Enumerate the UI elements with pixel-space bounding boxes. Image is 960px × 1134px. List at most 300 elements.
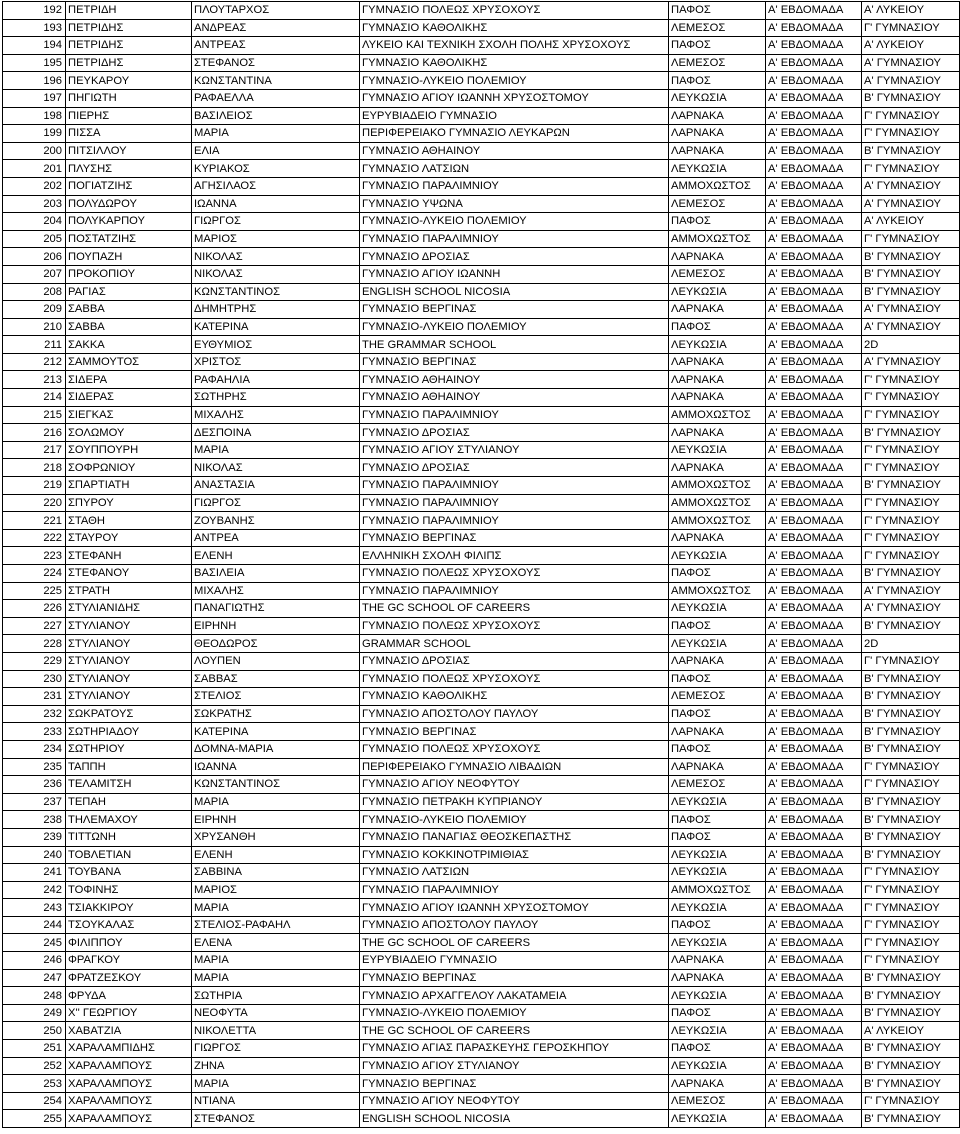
- table-row: [3, 2, 960, 20]
- district-cell: ΛΑΡΝΑΚΑ: [669, 969, 766, 987]
- week-cell: Α' ΕΒΔΟΜΑΔΑ: [766, 301, 862, 319]
- table-row: [3, 336, 960, 354]
- grade-cell: Β' ΓΥΜΝΑΣΙΟΥ: [862, 828, 960, 846]
- grade-cell: Β' ΓΥΜΝΑΣΙΟΥ: [862, 265, 960, 283]
- first-name-cell: ΝΤΙΑΝΑ: [192, 1092, 360, 1110]
- first-name-cell: ΣΤΕΛΙΟΣ: [192, 688, 360, 706]
- surname-cell: Χ'' ΓΕΩΡΓΙΟΥ: [66, 1004, 192, 1022]
- district-cell: ΠΑΦΟΣ: [669, 565, 766, 583]
- district-cell: ΠΑΦΟΣ: [669, 213, 766, 231]
- row-number-cell: 232: [3, 705, 66, 723]
- first-name-cell: ΜΑΡΙΟΣ: [192, 230, 360, 248]
- row-number-cell: 208: [3, 283, 66, 301]
- district-cell: ΛΑΡΝΑΚΑ: [669, 301, 766, 319]
- week-cell: Α' ΕΒΔΟΜΑΔΑ: [766, 477, 862, 495]
- first-name-cell: ΣΤΕΦΑΝΟΣ: [192, 54, 360, 72]
- district-cell: ΑΜΜΟΧΩΣΤΟΣ: [669, 881, 766, 899]
- school-cell: ΓΥΜΝΑΣΙΟ ΑΘΗΑΙΝΟΥ: [360, 142, 669, 160]
- row-number-cell: 217: [3, 441, 66, 459]
- school-cell: ΓΥΜΝΑΣΙΟ ΑΡΧΑΓΓΕΛΟΥ ΛΑΚΑΤΑΜΕΙΑ: [360, 987, 669, 1005]
- school-cell: ΓΥΜΝΑΣΙΟ ΑΓΙΟΥ ΣΤΥΛΙΑΝΟΥ: [360, 441, 669, 459]
- week-cell: Α' ΕΒΔΟΜΑΔΑ: [766, 160, 862, 178]
- grade-cell: Γ' ΓΥΜΝΑΣΙΟΥ: [862, 547, 960, 565]
- surname-cell: ΤΕΛΑΜΙΤΣΗ: [66, 776, 192, 794]
- surname-cell: ΣΤΕΦΑΝΗ: [66, 547, 192, 565]
- surname-cell: ΣΤΥΛΙΑΝΟΥ: [66, 652, 192, 670]
- grade-cell: Β' ΓΥΜΝΑΣΙΟΥ: [862, 969, 960, 987]
- surname-cell: ΣΙΔΕΡΑΣ: [66, 389, 192, 407]
- week-cell: Α' ΕΒΔΟΜΑΔΑ: [766, 89, 862, 107]
- surname-cell: ΠΟΓΙΑΤΖΙΗΣ: [66, 177, 192, 195]
- week-cell: Α' ΕΒΔΟΜΑΔΑ: [766, 547, 862, 565]
- grade-cell: Γ' ΓΥΜΝΑΣΙΟΥ: [862, 160, 960, 178]
- grade-cell: Β' ΓΥΜΝΑΣΙΟΥ: [862, 565, 960, 583]
- row-number-cell: 251: [3, 1040, 66, 1058]
- first-name-cell: ΣΩΚΡΑΤΗΣ: [192, 705, 360, 723]
- district-cell: ΠΑΦΟΣ: [669, 318, 766, 336]
- week-cell: Α' ΕΒΔΟΜΑΔΑ: [766, 916, 862, 934]
- row-number-cell: 245: [3, 934, 66, 952]
- week-cell: Α' ΕΒΔΟΜΑΔΑ: [766, 1075, 862, 1093]
- first-name-cell: ΚΑΤΕΡΙΝΑ: [192, 318, 360, 336]
- row-number-cell: 199: [3, 125, 66, 143]
- district-cell: ΛΑΡΝΑΚΑ: [669, 371, 766, 389]
- row-number-cell: 193: [3, 19, 66, 37]
- table-row: [3, 177, 960, 195]
- first-name-cell: ΜΑΡΙΑ: [192, 441, 360, 459]
- district-cell: ΛΕΥΚΩΣΙΑ: [669, 600, 766, 618]
- week-cell: Α' ΕΒΔΟΜΑΔΑ: [766, 318, 862, 336]
- district-cell: ΛΑΡΝΑΚΑ: [669, 459, 766, 477]
- surname-cell: ΣΑΒΒΑ: [66, 318, 192, 336]
- school-cell: ΓΥΜΝΑΣΙΟ-ΛΥΚΕΙΟ ΠΟΛΕΜΙΟΥ: [360, 72, 669, 90]
- grade-cell: Β' ΓΥΜΝΑΣΙΟΥ: [862, 1075, 960, 1093]
- first-name-cell: ΑΝΤΡΕΑ: [192, 529, 360, 547]
- surname-cell: ΣΩΤΗΡΙΑΔΟΥ: [66, 723, 192, 741]
- table-row: [3, 1092, 960, 1110]
- district-cell: ΛΕΥΚΩΣΙΑ: [669, 336, 766, 354]
- first-name-cell: ΒΑΣΙΛΕΙΑ: [192, 565, 360, 583]
- school-cell: THE GC SCHOOL OF CAREERS: [360, 934, 669, 952]
- first-name-cell: ΜΙΧΑΛΗΣ: [192, 406, 360, 424]
- table-row: [3, 477, 960, 495]
- row-number-cell: 203: [3, 195, 66, 213]
- surname-cell: ΦΡΥΔΑ: [66, 987, 192, 1005]
- surname-cell: ΣΩΤΗΡΙΟΥ: [66, 740, 192, 758]
- first-name-cell: ΡΑΦΑΕΛΛΑ: [192, 89, 360, 107]
- surname-cell: ΣΙΔΕΡΑ: [66, 371, 192, 389]
- surname-cell: ΠΕΤΡΙΔΗΣ: [66, 37, 192, 55]
- district-cell: ΛΑΡΝΑΚΑ: [669, 758, 766, 776]
- table-row: [3, 125, 960, 143]
- row-number-cell: 231: [3, 688, 66, 706]
- row-number-cell: 221: [3, 512, 66, 530]
- table-row: [3, 1004, 960, 1022]
- school-cell: ΓΥΜΝΑΣΙΟ ΠΕΤΡΑΚΗ ΚΥΠΡΙΑΝΟΥ: [360, 793, 669, 811]
- table-row: [3, 512, 960, 530]
- row-number-cell: 205: [3, 230, 66, 248]
- district-cell: ΛΑΡΝΑΚΑ: [669, 952, 766, 970]
- first-name-cell: ΧΡΥΣΑΝΘΗ: [192, 828, 360, 846]
- grade-cell: 2D: [862, 336, 960, 354]
- surname-cell: ΠΕΤΡΙΔΗ: [66, 2, 192, 20]
- table-row: [3, 301, 960, 319]
- row-number-cell: 202: [3, 177, 66, 195]
- table-row: [3, 652, 960, 670]
- grade-cell: Β' ΓΥΜΝΑΣΙΟΥ: [862, 811, 960, 829]
- table-row: [3, 600, 960, 618]
- table-row: [3, 142, 960, 160]
- week-cell: Α' ΕΒΔΟΜΑΔΑ: [766, 1004, 862, 1022]
- grade-cell: Α' ΓΥΜΝΑΣΙΟΥ: [862, 582, 960, 600]
- week-cell: Α' ΕΒΔΟΜΑΔΑ: [766, 336, 862, 354]
- surname-cell: ΣΤΑΘΗ: [66, 512, 192, 530]
- table-row: [3, 318, 960, 336]
- surname-cell: ΤΙΤΤΩΝΗ: [66, 828, 192, 846]
- first-name-cell: ΝΙΚΟΛΑΣ: [192, 248, 360, 266]
- table-row: [3, 776, 960, 794]
- table-row: [3, 529, 960, 547]
- first-name-cell: ΒΑΣΙΛΕΙΟΣ: [192, 107, 360, 125]
- surname-cell: ΣΟΦΡΩΝΙΟΥ: [66, 459, 192, 477]
- grade-cell: Γ' ΓΥΜΝΑΣΙΟΥ: [862, 107, 960, 125]
- school-cell: ΓΥΜΝΑΣΙΟ ΚΑΘΟΛΙΚΗΣ: [360, 19, 669, 37]
- row-number-cell: 215: [3, 406, 66, 424]
- district-cell: ΛΕΥΚΩΣΙΑ: [669, 793, 766, 811]
- district-cell: ΠΑΦΟΣ: [669, 617, 766, 635]
- row-number-cell: 237: [3, 793, 66, 811]
- school-cell: ΓΥΜΝΑΣΙΟ-ΛΥΚΕΙΟ ΠΟΛΕΜΙΟΥ: [360, 811, 669, 829]
- week-cell: Α' ΕΒΔΟΜΑΔΑ: [766, 353, 862, 371]
- first-name-cell: ΓΙΩΡΓΟΣ: [192, 213, 360, 231]
- surname-cell: ΣΙΕΓΚΑΣ: [66, 406, 192, 424]
- school-cell: ΓΥΜΝΑΣΙΟ ΒΕΡΓΙΝΑΣ: [360, 301, 669, 319]
- week-cell: Α' ΕΒΔΟΜΑΔΑ: [766, 565, 862, 583]
- first-name-cell: ΑΝΔΡΕΑΣ: [192, 19, 360, 37]
- week-cell: Α' ΕΒΔΟΜΑΔΑ: [766, 705, 862, 723]
- school-cell: ΓΥΜΝΑΣΙΟ ΠΑΡΑΛΙΜΝΙΟΥ: [360, 230, 669, 248]
- first-name-cell: ΑΓΗΣΙΛΑΟΣ: [192, 177, 360, 195]
- row-number-cell: 250: [3, 1022, 66, 1040]
- table-row: [3, 19, 960, 37]
- first-name-cell: ΛΟΥΠΕΝ: [192, 652, 360, 670]
- surname-cell: ΤΕΠΑΗ: [66, 793, 192, 811]
- row-number-cell: 201: [3, 160, 66, 178]
- grade-cell: Β' ΓΥΜΝΑΣΙΟΥ: [862, 424, 960, 442]
- first-name-cell: ΘΕΟΔΩΡΟΣ: [192, 635, 360, 653]
- district-cell: ΛΕΥΚΩΣΙΑ: [669, 1057, 766, 1075]
- week-cell: Α' ΕΒΔΟΜΑΔΑ: [766, 600, 862, 618]
- table-row: [3, 952, 960, 970]
- district-cell: ΛΕΜΕΣΟΣ: [669, 1092, 766, 1110]
- grade-cell: Γ' ΓΥΜΝΑΣΙΟΥ: [862, 864, 960, 882]
- week-cell: Α' ΕΒΔΟΜΑΔΑ: [766, 1040, 862, 1058]
- table-row: [3, 565, 960, 583]
- district-cell: ΛΕΥΚΩΣΙΑ: [669, 864, 766, 882]
- table-row: [3, 1075, 960, 1093]
- first-name-cell: ΖΟΥΒΑΝΗΣ: [192, 512, 360, 530]
- grade-cell: Γ' ΓΥΜΝΑΣΙΟΥ: [862, 916, 960, 934]
- grade-cell: Α' ΓΥΜΝΑΣΙΟΥ: [862, 177, 960, 195]
- grade-cell: Α' ΛΥΚΕΙΟΥ: [862, 1022, 960, 1040]
- row-number-cell: 224: [3, 565, 66, 583]
- district-cell: ΛΕΥΚΩΣΙΑ: [669, 89, 766, 107]
- row-number-cell: 194: [3, 37, 66, 55]
- grade-cell: Γ' ΓΥΜΝΑΣΙΟΥ: [862, 934, 960, 952]
- table-row: [3, 547, 960, 565]
- row-number-cell: 216: [3, 424, 66, 442]
- surname-cell: ΣΠΥΡΟΥ: [66, 494, 192, 512]
- surname-cell: ΠΟΛΥΚΑΡΠΟΥ: [66, 213, 192, 231]
- grade-cell: Γ' ΓΥΜΝΑΣΙΟΥ: [862, 494, 960, 512]
- row-number-cell: 244: [3, 916, 66, 934]
- row-number-cell: 246: [3, 952, 66, 970]
- surname-cell: ΣΠΑΡΤΙΑΤΗ: [66, 477, 192, 495]
- district-cell: ΛΕΥΚΩΣΙΑ: [669, 635, 766, 653]
- row-number-cell: 223: [3, 547, 66, 565]
- table-row: [3, 283, 960, 301]
- surname-cell: ΣΑΚΚΑ: [66, 336, 192, 354]
- school-cell: ΓΥΜΝΑΣΙΟ ΠΑΡΑΛΙΜΝΙΟΥ: [360, 881, 669, 899]
- row-number-cell: 220: [3, 494, 66, 512]
- table-row: [3, 635, 960, 653]
- table-row: [3, 899, 960, 917]
- grade-cell: Α' ΓΥΜΝΑΣΙΟΥ: [862, 353, 960, 371]
- first-name-cell: ΣΩΤΗΡΗΣ: [192, 389, 360, 407]
- first-name-cell: ΖΗΝΑ: [192, 1057, 360, 1075]
- surname-cell: ΤΟΥΒΑΝΑ: [66, 864, 192, 882]
- week-cell: Α' ΕΒΔΟΜΑΔΑ: [766, 934, 862, 952]
- week-cell: Α' ΕΒΔΟΜΑΔΑ: [766, 424, 862, 442]
- grade-cell: Α' ΓΥΜΝΑΣΙΟΥ: [862, 195, 960, 213]
- surname-cell: ΠΕΤΡΙΔΗΣ: [66, 54, 192, 72]
- row-number-cell: 218: [3, 459, 66, 477]
- row-number-cell: 228: [3, 635, 66, 653]
- school-cell: THE GC SCHOOL OF CAREERS: [360, 1022, 669, 1040]
- table-row: [3, 160, 960, 178]
- district-cell: ΑΜΜΟΧΩΣΤΟΣ: [669, 477, 766, 495]
- grade-cell: Β' ΓΥΜΝΑΣΙΟΥ: [862, 1040, 960, 1058]
- surname-cell: ΣΑΒΒΑ: [66, 301, 192, 319]
- table-row: [3, 846, 960, 864]
- school-cell: ΓΥΜΝΑΣΙΟ ΠΟΛΕΩΣ ΧΡΥΣΟΧΟΥΣ: [360, 2, 669, 20]
- district-cell: ΠΑΦΟΣ: [669, 1004, 766, 1022]
- week-cell: Α' ΕΒΔΟΜΑΔΑ: [766, 177, 862, 195]
- school-cell: ENGLISH SCHOOL NICOSIA: [360, 1110, 669, 1128]
- school-cell: ΓΥΜΝΑΣΙΟ ΑΓΙΟΥ ΙΩΑΝΝΗ ΧΡΥΣΟΣΤΟΜΟΥ: [360, 899, 669, 917]
- week-cell: Α' ΕΒΔΟΜΑΔΑ: [766, 652, 862, 670]
- surname-cell: ΤΣΟΥΚΑΛΑΣ: [66, 916, 192, 934]
- table-row: [3, 688, 960, 706]
- school-cell: ΓΥΜΝΑΣΙΟ ΛΑΤΣΙΩΝ: [360, 160, 669, 178]
- week-cell: Α' ΕΒΔΟΜΑΔΑ: [766, 688, 862, 706]
- first-name-cell: ΣΩΤΗΡΙΑ: [192, 987, 360, 1005]
- surname-cell: ΧΑΡΑΛΑΜΠΟΥΣ: [66, 1092, 192, 1110]
- row-number-cell: 247: [3, 969, 66, 987]
- row-number-cell: 236: [3, 776, 66, 794]
- school-cell: ΓΥΜΝΑΣΙΟ ΠΑΡΑΛΙΜΝΙΟΥ: [360, 582, 669, 600]
- district-cell: ΠΑΦΟΣ: [669, 828, 766, 846]
- week-cell: Α' ΕΒΔΟΜΑΔΑ: [766, 1022, 862, 1040]
- grade-cell: Γ' ΓΥΜΝΑΣΙΟΥ: [862, 230, 960, 248]
- district-cell: ΑΜΜΟΧΩΣΤΟΣ: [669, 177, 766, 195]
- week-cell: Α' ΕΒΔΟΜΑΔΑ: [766, 723, 862, 741]
- surname-cell: ΠΟΣΤΑΤΖΙΗΣ: [66, 230, 192, 248]
- district-cell: ΠΑΦΟΣ: [669, 72, 766, 90]
- school-cell: ΓΥΜΝΑΣΙΟ ΒΕΡΓΙΝΑΣ: [360, 969, 669, 987]
- grade-cell: Β' ΓΥΜΝΑΣΙΟΥ: [862, 1057, 960, 1075]
- grade-cell: Γ' ΓΥΜΝΑΣΙΟΥ: [862, 1092, 960, 1110]
- surname-cell: ΧΑΡΑΛΑΜΠΟΥΣ: [66, 1057, 192, 1075]
- school-cell: ΓΥΜΝΑΣΙΟ ΠΟΛΕΩΣ ΧΡΥΣΟΧΟΥΣ: [360, 617, 669, 635]
- first-name-cell: ΚΩΝΣΤΑΝΤΙΝΟΣ: [192, 283, 360, 301]
- school-cell: ΛΥΚΕΙΟ ΚΑΙ ΤΕΧΝΙΚΗ ΣΧΟΛΗ ΠΟΛΗΣ ΧΡΥΣΟΧΟΥΣ: [360, 37, 669, 55]
- school-cell: ΓΥΜΝΑΣΙΟ ΑΓΙΟΥ ΙΩΑΝΝΗ: [360, 265, 669, 283]
- table-row: [3, 107, 960, 125]
- district-cell: ΛΕΥΚΩΣΙΑ: [669, 934, 766, 952]
- school-cell: ΓΥΜΝΑΣΙΟ ΠΑΡΑΛΙΜΝΙΟΥ: [360, 406, 669, 424]
- district-cell: ΛΕΥΚΩΣΙΑ: [669, 547, 766, 565]
- first-name-cell: ΕΙΡΗΝΗ: [192, 811, 360, 829]
- grade-cell: Γ' ΓΥΜΝΑΣΙΟΥ: [862, 125, 960, 143]
- table-row: [3, 916, 960, 934]
- district-cell: ΛΕΥΚΩΣΙΑ: [669, 160, 766, 178]
- school-cell: ΓΥΜΝΑΣΙΟ ΚΑΘΟΛΙΚΗΣ: [360, 54, 669, 72]
- surname-cell: ΣΤΥΛΙΑΝΙΔΗΣ: [66, 600, 192, 618]
- district-cell: ΛΕΥΚΩΣΙΑ: [669, 441, 766, 459]
- row-number-cell: 229: [3, 652, 66, 670]
- row-number-cell: 255: [3, 1110, 66, 1128]
- school-cell: ΓΥΜΝΑΣΙΟ ΔΡΟΣΙΑΣ: [360, 248, 669, 266]
- table-row: [3, 758, 960, 776]
- row-number-cell: 196: [3, 72, 66, 90]
- table-row: [3, 1110, 960, 1128]
- row-number-cell: 209: [3, 301, 66, 319]
- grade-cell: Α' ΓΥΜΝΑΣΙΟΥ: [862, 54, 960, 72]
- district-cell: ΛΑΡΝΑΚΑ: [669, 142, 766, 160]
- surname-cell: ΧΑΡΑΛΑΜΠΟΥΣ: [66, 1075, 192, 1093]
- district-cell: ΠΑΦΟΣ: [669, 811, 766, 829]
- first-name-cell: ΕΛΕΝΑ: [192, 934, 360, 952]
- school-cell: ΓΥΜΝΑΣΙΟ ΑΓΙΑΣ ΠΑΡΑΣΚΕΥΗΣ ΓΕΡΟΣΚΗΠΟΥ: [360, 1040, 669, 1058]
- district-cell: ΛΕΜΕΣΟΣ: [669, 776, 766, 794]
- grade-cell: Γ' ΓΥΜΝΑΣΙΟΥ: [862, 758, 960, 776]
- school-cell: ΓΥΜΝΑΣΙΟ ΑΠΟΣΤΟΛΟΥ ΠΑΥΛΟΥ: [360, 705, 669, 723]
- row-number-cell: 204: [3, 213, 66, 231]
- district-cell: ΠΑΦΟΣ: [669, 670, 766, 688]
- grade-cell: Β' ΓΥΜΝΑΣΙΟΥ: [862, 846, 960, 864]
- district-cell: ΛΕΜΕΣΟΣ: [669, 265, 766, 283]
- school-cell: ΓΥΜΝΑΣΙΟ ΠΟΛΕΩΣ ΧΡΥΣΟΧΟΥΣ: [360, 670, 669, 688]
- district-cell: ΛΕΥΚΩΣΙΑ: [669, 899, 766, 917]
- table-row: [3, 1022, 960, 1040]
- week-cell: Α' ΕΒΔΟΜΑΔΑ: [766, 811, 862, 829]
- week-cell: Α' ΕΒΔΟΜΑΔΑ: [766, 864, 862, 882]
- district-cell: ΛΕΥΚΩΣΙΑ: [669, 987, 766, 1005]
- first-name-cell: ΔΕΣΠΟΙΝΑ: [192, 424, 360, 442]
- first-name-cell: ΔΗΜΗΤΡΗΣ: [192, 301, 360, 319]
- grade-cell: Α' ΛΥΚΕΙΟΥ: [862, 37, 960, 55]
- grade-cell: Γ' ΓΥΜΝΑΣΙΟΥ: [862, 512, 960, 530]
- first-name-cell: ΚΑΤΕΡΙΝΑ: [192, 723, 360, 741]
- grade-cell: 2D: [862, 635, 960, 653]
- grade-cell: Γ' ΓΥΜΝΑΣΙΟΥ: [862, 19, 960, 37]
- surname-cell: ΣΟΥΠΠΟΥΡΗ: [66, 441, 192, 459]
- district-cell: ΛΑΡΝΑΚΑ: [669, 723, 766, 741]
- school-cell: ΓΥΜΝΑΣΙΟ ΑΘΗΑΙΝΟΥ: [360, 389, 669, 407]
- week-cell: Α' ΕΒΔΟΜΑΔΑ: [766, 635, 862, 653]
- surname-cell: ΣΩΚΡΑΤΟΥΣ: [66, 705, 192, 723]
- school-cell: ΓΥΜΝΑΣΙΟ ΥΨΩΝΑ: [360, 195, 669, 213]
- row-number-cell: 207: [3, 265, 66, 283]
- grade-cell: Β' ΓΥΜΝΑΣΙΟΥ: [862, 740, 960, 758]
- table-row: [3, 406, 960, 424]
- first-name-cell: ΧΡΙΣΤΟΣ: [192, 353, 360, 371]
- week-cell: Α' ΕΒΔΟΜΑΔΑ: [766, 494, 862, 512]
- school-cell: ΓΥΜΝΑΣΙΟ-ΛΥΚΕΙΟ ΠΟΛΕΜΙΟΥ: [360, 1004, 669, 1022]
- row-number-cell: 253: [3, 1075, 66, 1093]
- table-row: [3, 1057, 960, 1075]
- district-cell: ΛΑΡΝΑΚΑ: [669, 125, 766, 143]
- first-name-cell: ΜΑΡΙΑ: [192, 1075, 360, 1093]
- surname-cell: ΣΤΕΦΑΝΟΥ: [66, 565, 192, 583]
- week-cell: Α' ΕΒΔΟΜΑΔΑ: [766, 142, 862, 160]
- week-cell: Α' ΕΒΔΟΜΑΔΑ: [766, 459, 862, 477]
- row-number-cell: 212: [3, 353, 66, 371]
- table-row: [3, 441, 960, 459]
- district-cell: ΛΑΡΝΑΚΑ: [669, 248, 766, 266]
- school-cell: ΓΥΜΝΑΣΙΟ ΑΓΙΟΥ ΝΕΟΦΥΤΟΥ: [360, 1092, 669, 1110]
- first-name-cell: ΚΩΝΣΤΑΝΤΙΝΑ: [192, 72, 360, 90]
- week-cell: Α' ΕΒΔΟΜΑΔΑ: [766, 1092, 862, 1110]
- week-cell: Α' ΕΒΔΟΜΑΔΑ: [766, 441, 862, 459]
- week-cell: Α' ΕΒΔΟΜΑΔΑ: [766, 213, 862, 231]
- first-name-cell: ΝΙΚΟΛΕΤΤΑ: [192, 1022, 360, 1040]
- week-cell: Α' ΕΒΔΟΜΑΔΑ: [766, 125, 862, 143]
- school-cell: ΠΕΡΙΦΕΡΕΙΑΚΟ ΓΥΜΝΑΣΙΟ ΛΙΒΑΔΙΩΝ: [360, 758, 669, 776]
- surname-cell: ΠΟΥΠΑΖΗ: [66, 248, 192, 266]
- surname-cell: ΠΡΟΚΟΠΙΟΥ: [66, 265, 192, 283]
- grade-cell: Β' ΓΥΜΝΑΣΙΟΥ: [862, 1004, 960, 1022]
- table-row: [3, 723, 960, 741]
- row-number-cell: 206: [3, 248, 66, 266]
- week-cell: Α' ΕΒΔΟΜΑΔΑ: [766, 1110, 862, 1128]
- grade-cell: Γ' ΓΥΜΝΑΣΙΟΥ: [862, 952, 960, 970]
- row-number-cell: 241: [3, 864, 66, 882]
- surname-cell: ΣΤΥΛΙΑΝΟΥ: [66, 688, 192, 706]
- grade-cell: Α' ΓΥΜΝΑΣΙΟΥ: [862, 72, 960, 90]
- first-name-cell: ΠΛΟΥΤΑΡΧΟΣ: [192, 2, 360, 20]
- week-cell: Α' ΕΒΔΟΜΑΔΑ: [766, 846, 862, 864]
- district-cell: ΠΑΦΟΣ: [669, 1040, 766, 1058]
- table-row: [3, 494, 960, 512]
- first-name-cell: ΕΛΙΑ: [192, 142, 360, 160]
- week-cell: Α' ΕΒΔΟΜΑΔΑ: [766, 793, 862, 811]
- school-cell: ΓΥΜΝΑΣΙΟ ΠΟΛΕΩΣ ΧΡΥΣΟΧΟΥΣ: [360, 740, 669, 758]
- row-number-cell: 211: [3, 336, 66, 354]
- grade-cell: Α' ΓΥΜΝΑΣΙΟΥ: [862, 600, 960, 618]
- first-name-cell: ΣΑΒΒΙΝΑ: [192, 864, 360, 882]
- week-cell: Α' ΕΒΔΟΜΑΔΑ: [766, 107, 862, 125]
- row-number-cell: 219: [3, 477, 66, 495]
- surname-cell: ΠΙΕΡΗΣ: [66, 107, 192, 125]
- grade-cell: Β' ΓΥΜΝΑΣΙΟΥ: [862, 248, 960, 266]
- week-cell: Α' ΕΒΔΟΜΑΔΑ: [766, 2, 862, 20]
- table-row: [3, 864, 960, 882]
- district-cell: ΛΑΡΝΑΚΑ: [669, 652, 766, 670]
- grade-cell: Α' ΛΥΚΕΙΟΥ: [862, 213, 960, 231]
- week-cell: Α' ΕΒΔΟΜΑΔΑ: [766, 195, 862, 213]
